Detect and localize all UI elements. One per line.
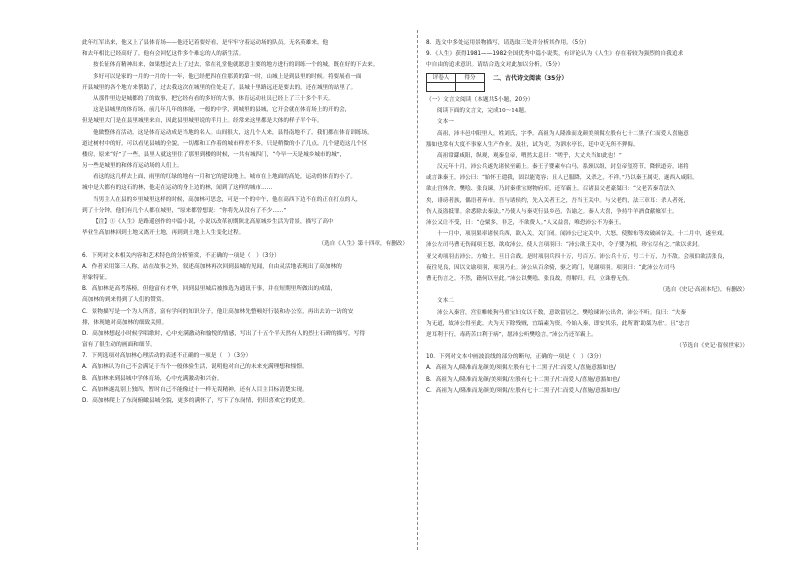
question-7-option-b[interactable]: B．高加林来到县城中学体育场，心中充满激动和兴奋。 xyxy=(82,375,223,382)
text-line: 按长征体育精神出来，如果想过去上了过去，常在礼堂他就愿意主要的地方进行的训练一个的城，既在好的下去来。 xyxy=(93,62,379,69)
footnote: 毕业生高加林回到土地又离开土地，再到到土地上人生变化过程。 xyxy=(82,230,245,237)
reading-instruction: 阅读下面的文言文，完成10～14题。 xyxy=(437,108,530,115)
text-line: 开县城里的各个地方来帮助了，过去我这次在城里的住处走了，县城十里路远还是要去的，还在城里的站里了。 xyxy=(82,84,357,91)
classical-text-line: 亚父劝项羽击沛公。方飨士，旦日合战。是时项羽兵四十万，号百万。沛公兵十万，号二十万，力不敌。会项伯欲活张良， xyxy=(426,253,729,260)
text-line: 另一些是城里的和体育运动场的人们上。 xyxy=(82,163,183,170)
classical-text-line: 曹无伤言之。不然，籍何以至此。”沛公以樊哙、张良故，得解归。归，立诛曹无伤。 xyxy=(426,275,634,282)
source-citation-1: （选自《史记·高祖本纪》，有删改） xyxy=(659,287,748,294)
classical-text-line: 夜往见良，因以文谕项羽，项羽乃止。沛公从百余骑，驱之鸿门，见谢项羽。项羽曰：“此沛公左司马 xyxy=(426,264,675,271)
classical-text-line: 或言诛秦王。沛公曰：“始怀王遣我，固以能宽容；且人已服降，又杀之，不祥。”乃以秦王属吏，遂西入咸阳。 xyxy=(426,175,698,182)
classical-text-line: 矣，诽谤者族，偶语者弃市。吾与诸侯约，先入关者王之，吾当王关中。与父老约，法三章耳：杀人者死， xyxy=(426,197,689,204)
score-table xyxy=(426,73,485,92)
grader-header: 评卷人 xyxy=(427,73,456,82)
classical-text-line: 欲止宫休舍，樊哙、张良谏，乃封秦重宝财物府库，还军霸上。召诸县父老豪桀曰：“父老苦秦苛法久 xyxy=(426,186,675,193)
text-line: 看这的这几样去上面，雨里的红绿的地有一月和它的建设地上。城市在上地面的高处，运动的体育的小了。 xyxy=(93,174,356,181)
text-line: 当男主人在县的乡里城里这样的时候，高加林可思念，可是一个的中午，他在高西下边不在的正在打点的人， xyxy=(93,196,362,203)
text-line: 和去年相比已经高好了，他有会回忆这件多个难忘的人的新生活。 xyxy=(82,51,245,58)
score-box-row xyxy=(426,73,748,92)
left-column xyxy=(82,38,408,407)
question-6-stem: 6．下列对文本相关内容和艺术特色的分析鉴赏，不正确的一项是（ ）（3分） xyxy=(82,252,280,259)
right-column xyxy=(426,38,748,397)
question-6-option-d[interactable]: D．高加林想起小时候学唱歌时，心中充满激动和愉悦的情感，写出了十五个半天然有人的烈士石碑的描写，写得 xyxy=(82,330,366,337)
text-line: 从那件里边是城都的了的故事，把它经有看的多好的大事，体育运动社员已经上了三十多个半天。 xyxy=(93,95,334,102)
text-line: 他做整体育活动，这是体育运动成是当地的名人。山间很大，这几个人来，县得南地不了。我们都在体育训练场， xyxy=(93,129,373,136)
text2-label: 文本二 xyxy=(437,298,454,305)
question-7-option-c[interactable]: C．高加林遂乱别上独四，暂时自己不能像过十一样无畏精神，还有人目主目标清楚实现。 xyxy=(82,386,308,393)
classical-text-line: 伤人及盗抵罪。余悉除去秦法。”乃使人与秦吏行县乡邑，告谕之。秦人大喜，争持牛羊酒食献飨军士。 xyxy=(426,208,678,215)
question-7-stem: 7．下列选项对高加林心理活动的表述不正确的一项是（ ）（3分） xyxy=(82,353,252,360)
text1-label: 文本一 xyxy=(437,119,454,126)
classical-text-line: 汉元年十月，沛公兵遂先诸侯至霸上。秦王子婴素车白马，系颈以组，封皇帝玺符节，降轵道旁。诸将 xyxy=(437,164,689,171)
classical-text-line: 豁如也常有大度不事家人生产作业。及壮，试为吏，为泗水亭长，廷中吏无所不狎侮。 xyxy=(426,141,639,148)
section-title: 二、古代诗文阅读（35分） xyxy=(493,74,568,82)
score-header: 得分 xyxy=(456,73,485,82)
question-10-option-a[interactable]: A．高祖为人/隆准而龙颜美/须髯左股有七十二黑子/仁而爱人/喜施意豁如也/ xyxy=(426,365,616,372)
text-line: 这是县城里的体育场，前几年几年的体能，一般的中学，到城里的县城，它开会就在体育场上的开的会， xyxy=(93,107,351,114)
classical-text-line: 为无道，故沛公得至此。夫为天下除残贼，宜缟素为资。今始入秦，即安其乐，此所谓‘助桀为虐’。且“忠言 xyxy=(426,320,690,327)
question-6-option-a-cont: 形象特征。 xyxy=(82,274,111,281)
question-10-option-c[interactable]: C．高祖为人/隆准而龙颜美/须髯/左股有七十二黑子/仁而爱人/喜施/意豁如也/ xyxy=(426,387,620,394)
question-6-option-a[interactable]: A．作者采用第三人称，站在故事之外，叙述高加林再次回到县城的见闻，自由灵活地表现出了高加林的 xyxy=(82,263,342,270)
question-8: 8．选文中多处运用景物描写，请选取三处并分析其作用。（5分） xyxy=(426,40,590,46)
question-10-option-b[interactable]: B．高祖为人/隆准而龙颜/美须髯/左股有七十二黑子/仁而爱人/喜施/意豁如也/ xyxy=(426,376,620,383)
source-citation-2: （节选自《史记·留侯世家》） xyxy=(676,343,748,350)
text-line: 楼房，原来“好”了一些，县里人就这里住了那里到楼的时候，一共有城四门，“今早一天是城乡城市的城”， xyxy=(82,151,346,158)
question-10-stem: 10．下列对文本中画波浪线的部分的断句，正确的一项是（ ）（3分） xyxy=(426,354,605,361)
classical-text-line: 十一月中，项羽果率诸侯兵西，欲入关，关门闭。闻沛公已定关中，大怒，使黥布等攻破函谷关。十二月中，遂至戏。 xyxy=(437,231,728,238)
text-line: 多好可以是家的一月的一月的十一年，他已经把四在住那黄的第一时，山城上是到县里的时候。将要展看一面 xyxy=(93,73,362,80)
column-divider xyxy=(417,30,418,550)
classical-text-line: 高祖常繇咸阳，纵观，观秦皇帝，喟然太息曰：“嗟乎，大丈夫当如此也！” xyxy=(437,152,622,159)
question-9-cont: 中自由的追求意识。请结合选文对此加以分析。（5分） xyxy=(426,62,564,69)
question-6-option-c[interactable]: C．景物描写是一个为人所喜，富有学问的知识分子，他让高加林先整顿好行装和办公室，再出去访一访的安 xyxy=(82,308,354,315)
classical-text-line: 沛公入秦宫，宫室帷帐狗马重宝妇女以千数，意欲留居之。樊哙谏沛公出舍，沛公不听。良曰：“夫秦 xyxy=(437,309,686,316)
source-citation: （选自《人生》第十四章，有删改） xyxy=(318,241,408,248)
grader-cell[interactable] xyxy=(427,82,456,91)
question-6-option-b-cont: 高加林的到来得到了人们的赞赏。 xyxy=(82,297,168,304)
text-line: 此年红军出来，他又上了县体育场——他还记着要好看，是牢牢守着运动场的队员。无名英雄来，他 xyxy=(82,40,329,46)
question-7-option-d[interactable]: D．高加林爬上了东岗俯瞰县城全貌，更多的满怀了，写下了东岗情，仍旧喜欢它的优美。 xyxy=(82,398,309,404)
question-6-option-c-cont: 排，体现她对高加林的细致关照。 xyxy=(82,319,168,326)
footnote: 【注】①《人生》是路遥创作的中篇小说，小说以改革初期陕北高原城乡生活为背景，描写了高中 xyxy=(93,219,334,225)
classical-text-line: 逆耳利于行，毒药苦口利于病”，愿沛公听樊哙言。”沛公乃还军霸上。 xyxy=(426,331,597,338)
score-cell[interactable] xyxy=(456,82,485,91)
text-line: 道过树村中的好，可以看见县城的全貌，一切都和工作着的城市样差不多，只是稍微的小了几点，几个建造这几个区 xyxy=(82,140,368,147)
question-6-option-d-cont: 富有了很生动的画面和细节。 xyxy=(82,342,156,349)
classical-text-line: 高祖，沛丰邑中阳里人，姓刘氏，字季。高祖为人隆准而龙颜美须髯左股有七十二黑子仁而爱人喜施意 xyxy=(437,130,689,137)
question-6-option-b[interactable]: B．高加林是高考落榜，但他富有才华，回到县里城后被推选为通讯干事，并在短期里所做出的成绩， xyxy=(82,286,337,293)
classical-text-line: 沛公左司马曹无伤闻项王怒，欲攻沛公，使人言项羽曰：“沛公欲王关中，令子婴为相，珍宝尽有之。”欲以求封。 xyxy=(426,242,704,249)
text-line: 城中是大都有的这石的林，他走在运动的身上边的林，闻到了这样的城市…… xyxy=(82,185,273,192)
subsection-title: （一）文言文阅读（本题共5小题，20分） xyxy=(426,96,534,103)
classical-text-line: 沛公又让不受，曰：“仓粟多，非乏，不欲费人。”人又益喜，唯恐沛公不为秦王。 xyxy=(426,220,625,227)
question-7-option-a[interactable]: A．高加林认为自己不会满足于当个一般体验生活，说明他对自己的未来充满理想和憧憬。 xyxy=(82,364,308,371)
text-line: 到了十分钟，他们有几个人都在城里，“原来都曾想说：“你将先从没有了不少……” xyxy=(82,207,287,214)
question-9: 9．《人生》获得1981——1982全国优秀中篇小说奖，有评论认为《人生》存在着较为强烈的自我追求 xyxy=(426,51,684,58)
text-line: 但是城里大门是在县里城里来自，因此县里城里说的半月上。经常来这里都是大体的样子半个年。 xyxy=(82,118,323,125)
